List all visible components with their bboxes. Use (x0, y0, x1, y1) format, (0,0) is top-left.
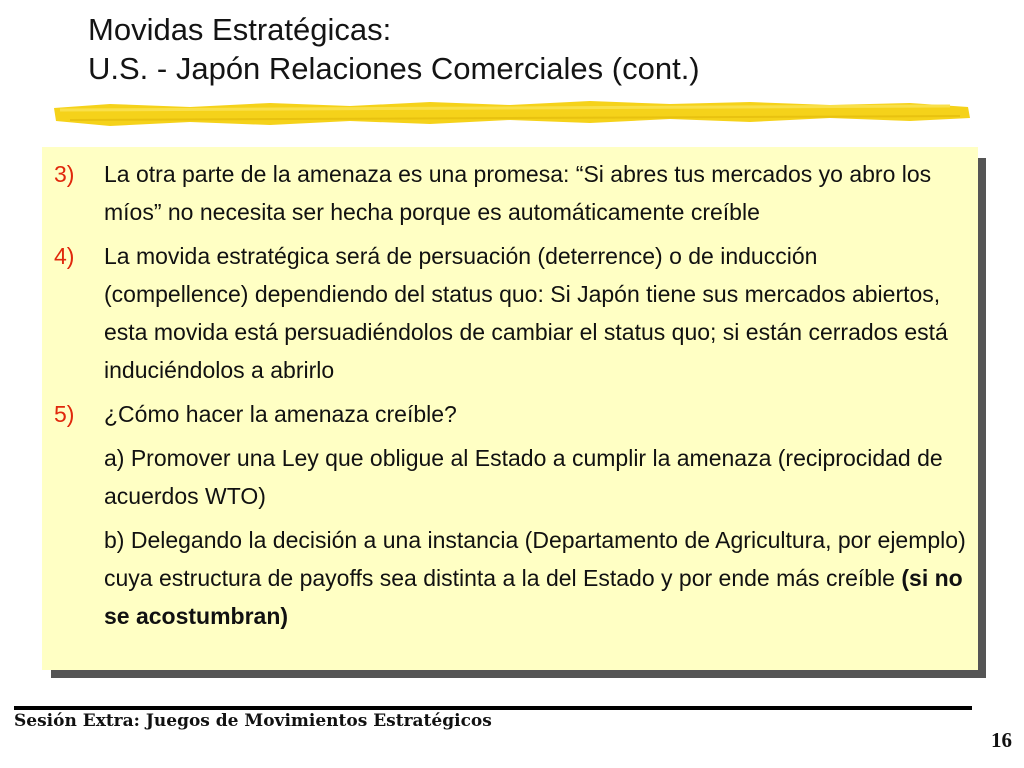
sub-item-b-bold: (si no se acostumbran) (104, 565, 963, 629)
item-number: 4) (54, 243, 75, 269)
item-number: 3) (54, 161, 75, 187)
highlighter-stroke (50, 94, 975, 134)
item-text: La movida estratégica será de persuación (deterrence) o de inducción (compellence) dependiendo del status quo: Si Japón tiene sus mercados abiertos, esta movida está persuadiéndolos de cambiar el status quo; si están cerrados está induciéndolos a abrirlo (104, 243, 948, 383)
sub-item-b-text: b) Delegando la decisión a una instancia (Departamento de Agricultura, por ejemplo) cuya estructura de payoffs sea distinta a la del Estado y por ende más creíble (104, 527, 966, 591)
list-item (42, 155, 978, 231)
title-line-1: Movidas Estratégicas: (88, 12, 392, 47)
slide-title (88, 10, 988, 88)
list-item (42, 237, 978, 389)
item-text: ¿Cómo hacer la amenaza creíble? (104, 401, 457, 427)
page-number: 16 (991, 728, 1012, 752)
title-line-2: U.S. - Japón Relaciones Comerciales (cont.) (88, 51, 700, 86)
list-item (42, 395, 978, 433)
footer-rule (14, 706, 972, 710)
sub-item-b (42, 521, 978, 635)
sub-item-a: a) Promover una Ley que obligue al Estado a cumplir la amenaza (reciprocidad de acuerdos WTO) (104, 445, 943, 509)
content-box (42, 147, 978, 670)
item-text: La otra parte de la amenaza es una promesa: “Si abres tus mercados yo abro los míos” no necesita ser hecha porque es automáticamente creíble (104, 161, 932, 225)
footer-text: Sesión Extra: Juegos de Movimientos Estratégicos (14, 711, 492, 731)
item-number: 5) (54, 401, 75, 427)
bullet-list (42, 155, 978, 641)
